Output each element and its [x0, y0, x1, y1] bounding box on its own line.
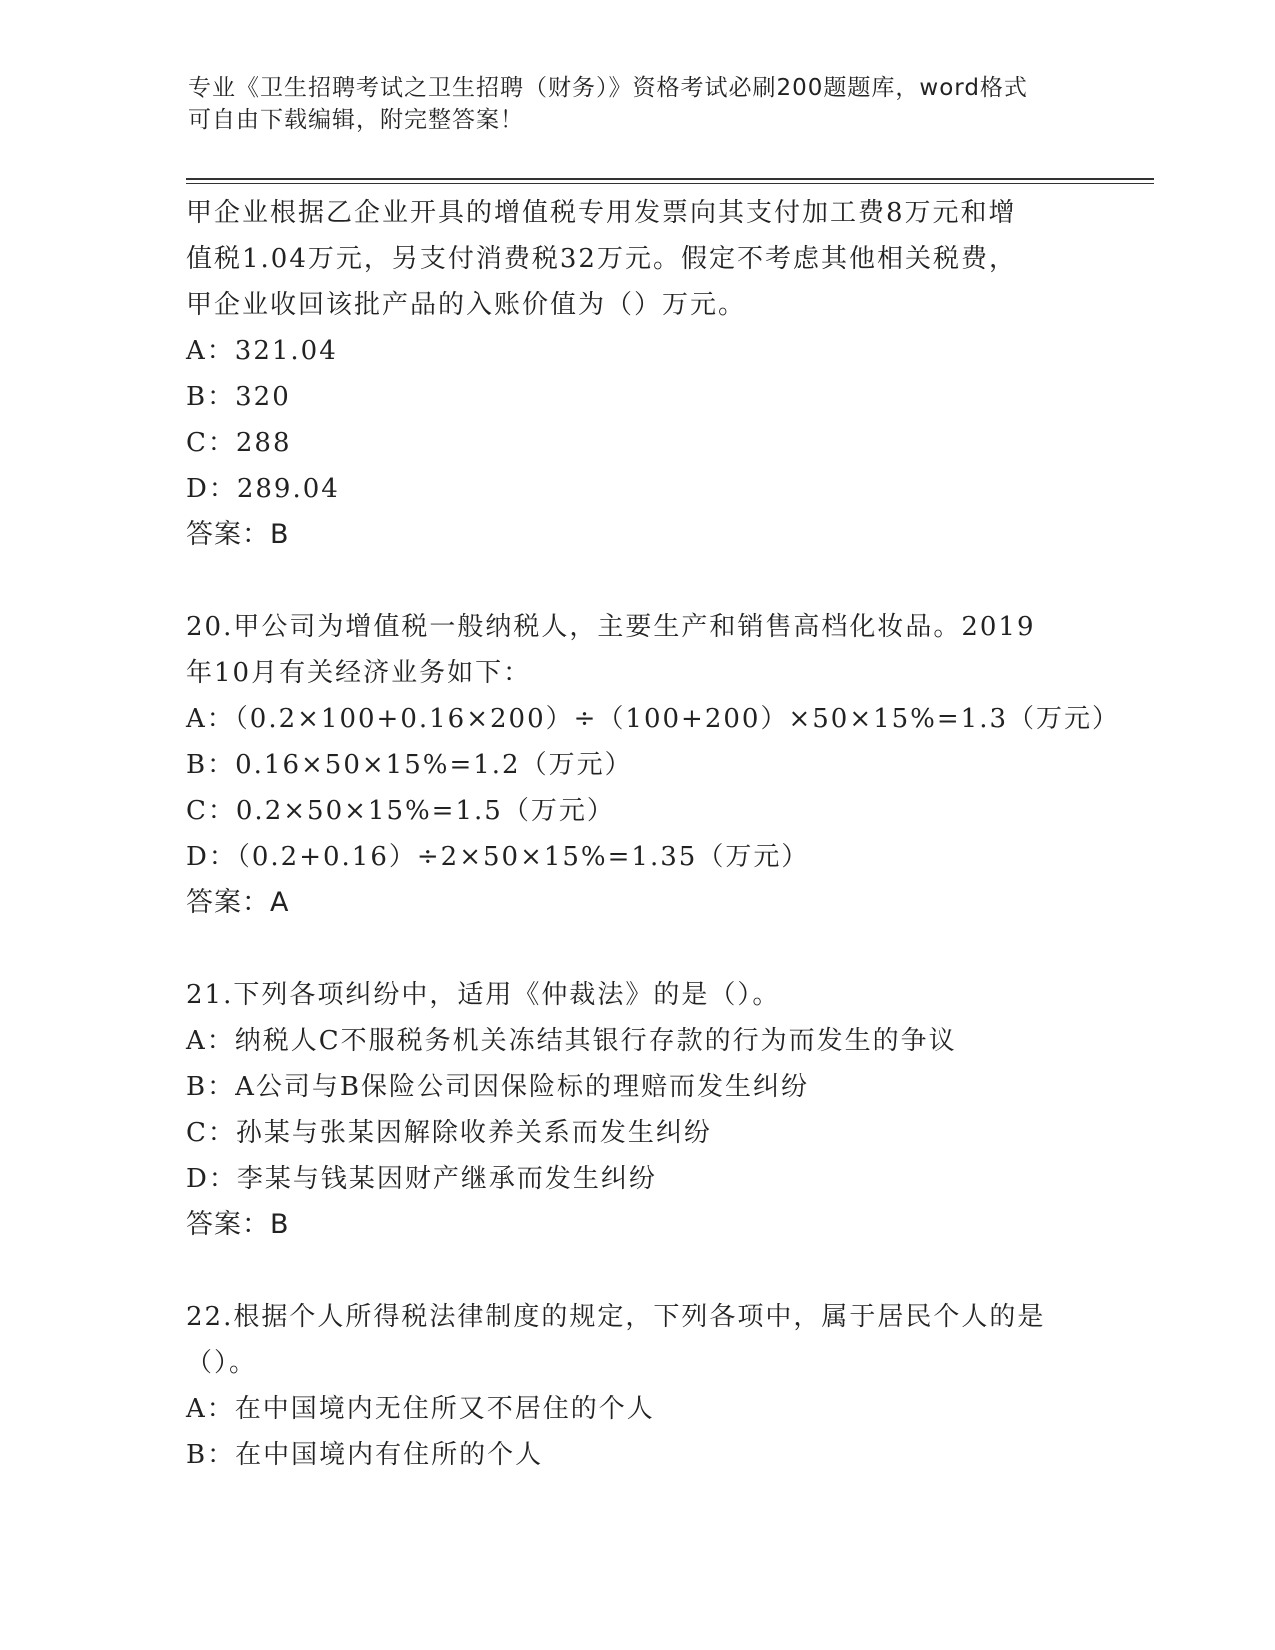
option-a: A：321.04	[186, 336, 338, 366]
question-stem-line: 20.甲公司为增值税一般纳税人，主要生产和销售高档化妆品。2019	[186, 612, 1036, 642]
question-stem-line: 甲企业收回该批产品的入账价值为（）万元。	[186, 290, 747, 320]
option-b: B：A公司与B保险公司因保险标的理赔而发生纠纷	[186, 1072, 809, 1102]
header-divider-thin	[186, 183, 1154, 184]
question-stem-line: 值税1.04万元，另支付消费税32万元。假定不考虑其他相关税费，	[186, 244, 1017, 274]
question-22	[186, 1294, 1146, 1478]
option-a: A：纳税人C不服税务机关冻结其银行存款的行为而发生的争议	[186, 1026, 957, 1056]
question-stem-line: 21.下列各项纠纷中，适用《仲裁法》的是（）。	[186, 980, 781, 1010]
option-b: B：320	[186, 382, 291, 412]
option-d: D：（0.2+0.16）÷2×50×15%=1.35（万元）	[186, 842, 810, 872]
option-a: A：（0.2×100+0.16×200）÷（100+200）×50×15%=1.3（万元）	[186, 704, 1121, 734]
question-stem-line: 年10月有关经济业务如下：	[186, 658, 532, 688]
question-stem-line: 甲企业根据乙企业开具的增值税专用发票向其支付加工费8万元和增	[186, 198, 1017, 228]
answer: 答案：B	[186, 519, 290, 550]
question-20	[186, 604, 1146, 926]
header-line-2: 可自由下载编辑，附完整答案！	[188, 107, 524, 133]
header-divider-thick	[186, 178, 1154, 180]
option-c: C：0.2×50×15%=1.5（万元）	[186, 796, 615, 826]
option-a: A：在中国境内无住所又不居住的个人	[186, 1394, 655, 1424]
question-19	[186, 190, 1146, 558]
option-b: B：0.16×50×15%=1.2（万元）	[186, 750, 633, 780]
option-d: D：李某与钱某因财产继承而发生纠纷	[186, 1164, 657, 1194]
option-b: B：在中国境内有住所的个人	[186, 1440, 544, 1470]
header-line-1: 专业《卫生招聘考试之卫生招聘（财务）》资格考试必刷200题题库，word格式	[188, 75, 1028, 101]
question-21	[186, 972, 1146, 1248]
answer: 答案：B	[186, 1209, 290, 1240]
document-header	[188, 72, 1068, 136]
question-list	[186, 190, 1146, 1478]
question-stem-line: （）。	[186, 1348, 258, 1378]
option-d: D：289.04	[186, 474, 340, 504]
spacer	[186, 558, 1146, 604]
spacer	[186, 1248, 1146, 1294]
question-stem-line: 22.根据个人所得税法律制度的规定，下列各项中，属于居民个人的是	[186, 1302, 1046, 1332]
answer: 答案：A	[186, 887, 290, 918]
spacer	[186, 926, 1146, 972]
option-c: C：孙某与张某因解除收养关系而发生纠纷	[186, 1118, 712, 1148]
option-c: C：288	[186, 428, 292, 458]
